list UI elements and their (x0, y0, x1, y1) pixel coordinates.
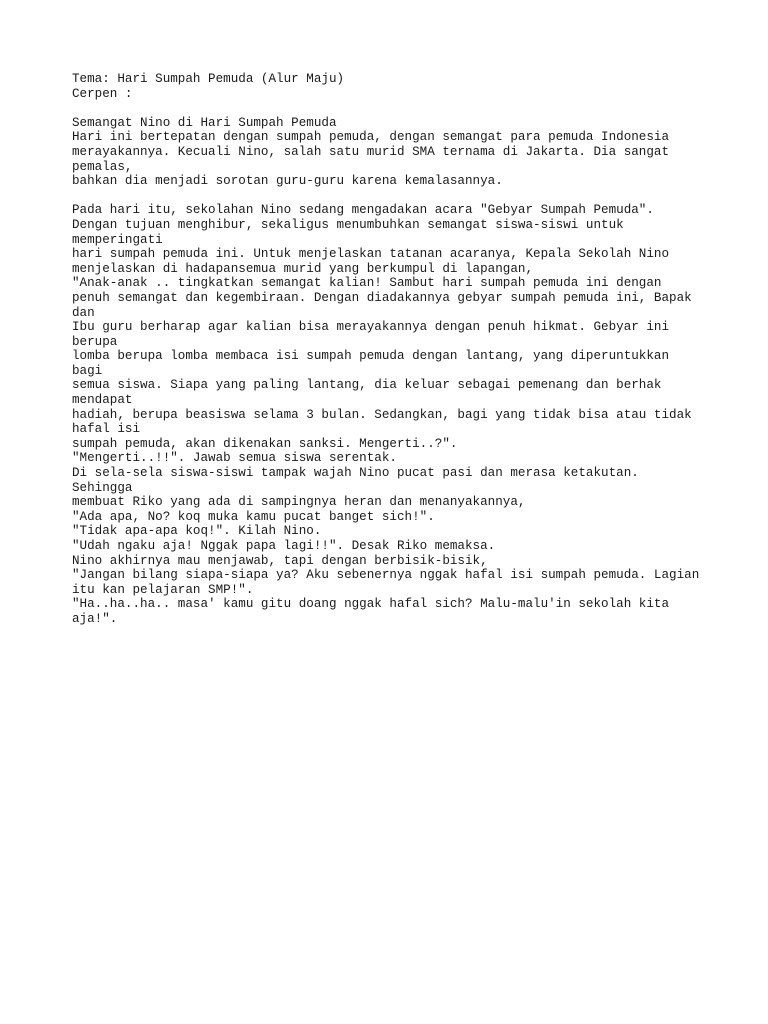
text-line: "Ha..ha..ha.. masa' kamu gitu doang nggak hafal sich? Malu-malu'in sekolah kita (72, 597, 670, 612)
text-line: Hari ini bertepatan dengan sumpah pemuda, dengan semangat para pemuda Indonesia (72, 130, 670, 145)
text-line: Sehingga (72, 480, 133, 495)
genre-line: Cerpen : (72, 86, 133, 101)
text-line: "Tidak apa-apa koq!". Kilah Nino. (72, 524, 322, 539)
text-line: semua siswa. Siapa yang paling lantang, dia keluar sebagai pemenang dan berhak (72, 378, 662, 393)
text-line: bagi (72, 363, 103, 378)
text-line: Di sela-sela siswa-siswi tampak wajah Nino pucat pasi dan merasa ketakutan. (72, 466, 639, 481)
text-line: "Jangan bilang siapa-siapa ya? Aku sebenernya nggak hafal isi sumpah pemuda. Lagian (72, 568, 700, 583)
text-line: mendapat (72, 393, 133, 408)
text-line: pemalas, (72, 159, 133, 174)
text-line: berupa (72, 334, 118, 349)
text-line: hadiah, berupa beasiswa selama 3 bulan. Sedangkan, bagi yang tidak bisa atau tidak (72, 407, 692, 422)
text-line: "Anak-anak .. tingkatkan semangat kalian! Sambut hari sumpah pemuda ini dengan (72, 276, 662, 291)
text-line: hafal isi (72, 422, 141, 437)
text-line: merayakannya. Kecuali Nino, salah satu murid SMA ternama di Jakarta. Dia sangat (72, 144, 670, 159)
text-line: bahkan dia menjadi sorotan guru-guru karena kemalasannya. (72, 174, 503, 189)
text-line: Ibu guru berharap agar kalian bisa merayakannya dengan penuh hikmat. Gebyar ini (72, 320, 670, 335)
text-line: aja!". (72, 611, 118, 626)
text-line: "Mengerti..!!". Jawab semua siswa serentak. (72, 451, 397, 466)
text-line: memperingati (72, 232, 163, 247)
text-line: sumpah pemuda, akan dikenakan sanksi. Mengerti..?". (72, 436, 458, 451)
text-line: Dengan tujuan menghibur, sekaligus menumbuhkan semangat siswa-siswi untuk (72, 217, 624, 232)
text-line: itu kan pelajaran SMP!". (72, 582, 254, 597)
text-line: penuh semangat dan kegembiraan. Dengan diadakannya gebyar sumpah pemuda ini, Bapak (72, 290, 692, 305)
text-line: hari sumpah pemuda ini. Untuk menjelaskan tatanan acaranya, Kepala Sekolah Nino (72, 247, 670, 262)
blank-line (72, 189, 712, 204)
text-line: menjelaskan di hadapansemua murid yang berkumpul di lapangan, (72, 261, 534, 276)
text-line: lomba berupa lomba membaca isi sumpah pemuda dengan lantang, yang diperuntukkan (72, 349, 670, 364)
blank-line (72, 101, 712, 116)
theme-line: Tema: Hari Sumpah Pemuda (Alur Maju) (72, 72, 345, 86)
text-line: "Ada apa, No? koq muka kamu pucat banget sich!". (72, 509, 435, 524)
story-title: Semangat Nino di Hari Sumpah Pemuda (72, 115, 337, 130)
text-line: membuat Riko yang ada di sampingnya heran dan menanyakannya, (72, 495, 526, 510)
text-line: Pada hari itu, sekolahan Nino sedang mengadakan acara "Gebyar Sumpah Pemuda". (72, 203, 654, 218)
text-line: Nino akhirnya mau menjawab, tapi dengan berbisik-bisik, (72, 553, 488, 568)
document-page (72, 72, 712, 627)
text-line: "Udah ngaku aja! Nggak papa lagi!!". Desak Riko memaksa. (72, 539, 496, 553)
text-line: dan (72, 305, 95, 320)
